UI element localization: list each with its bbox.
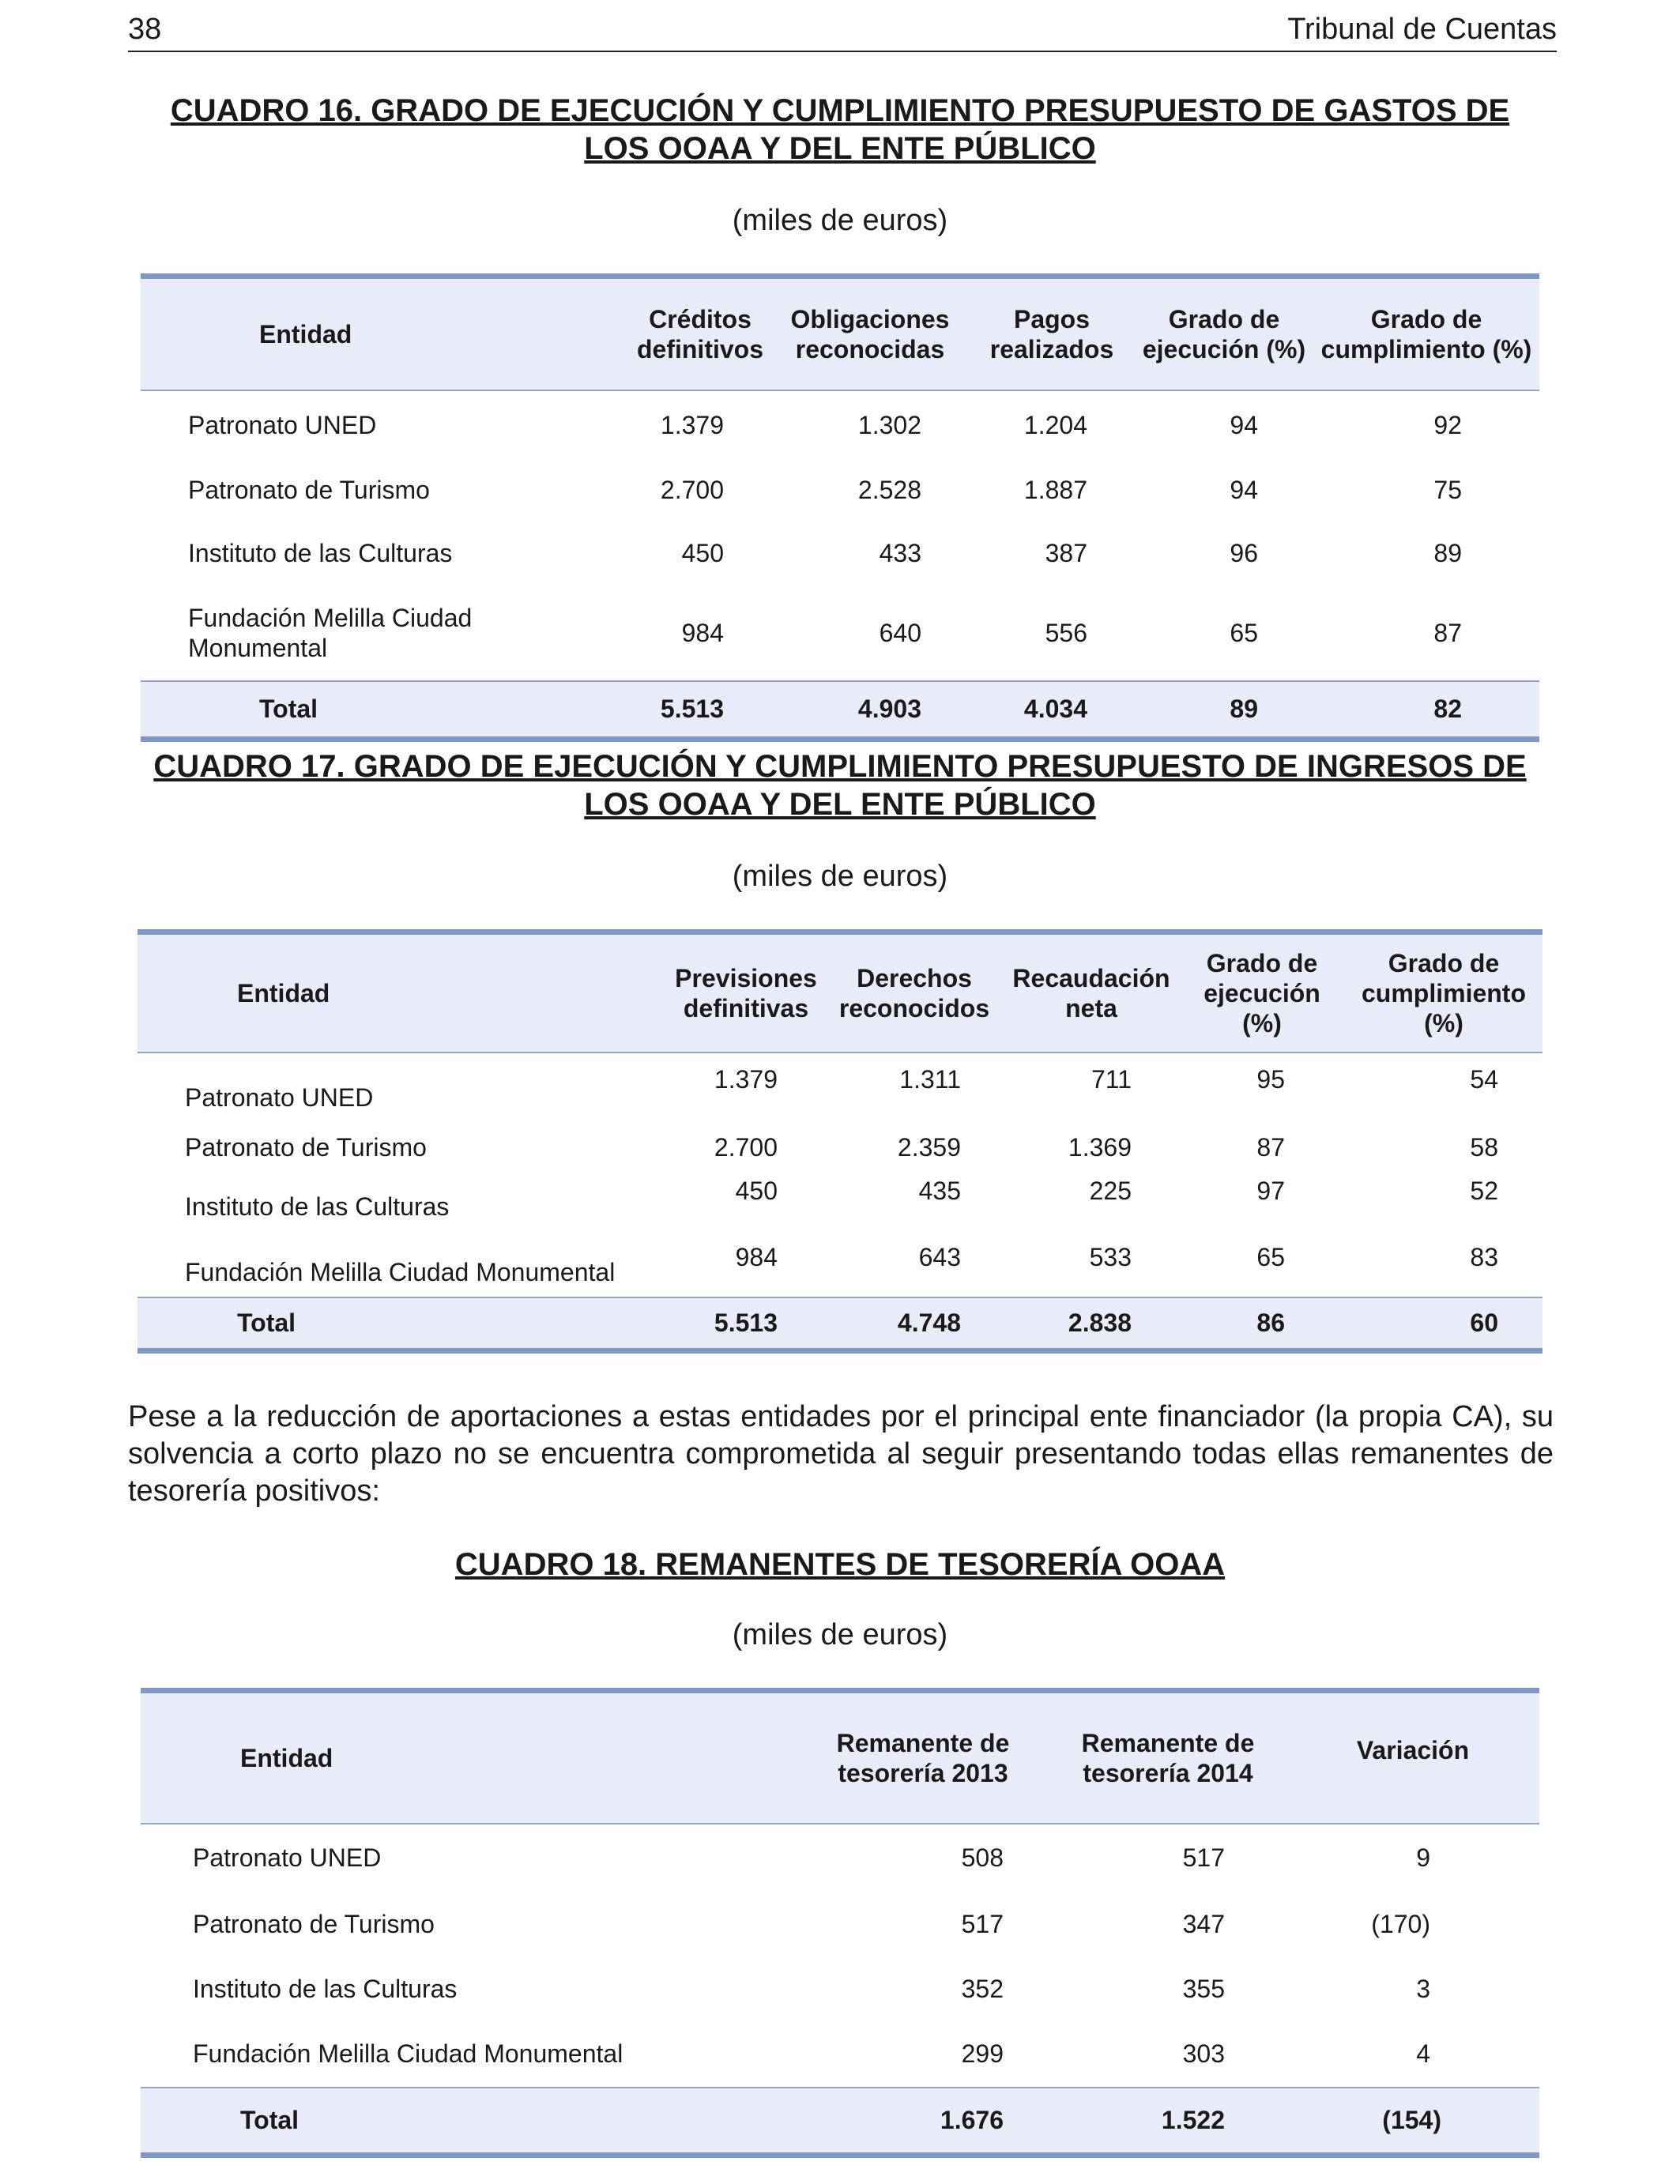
col-header: Entidad: [137, 932, 667, 1052]
cuadro16-units: (miles de euros): [732, 204, 948, 237]
cell-total-label: Total: [141, 681, 629, 740]
cuadro17-units: (miles de euros): [732, 860, 948, 893]
cell-variacion: (170): [1371, 1909, 1430, 1938]
cell-recaudacion: 225: [1089, 1176, 1132, 1205]
cell-cumplimiento: 89: [1433, 538, 1462, 567]
page-header: [128, 9, 1557, 52]
col-header: Entidad: [141, 1691, 797, 1824]
cell-r2013: 352: [961, 1974, 1004, 2003]
cuadro18-title: CUADRO 18. REMANENTES DE TESORERÍA OOAA: [454, 1547, 1226, 1582]
cell-ejecucion: 65: [1230, 619, 1258, 647]
cell-cumplimiento: 82: [1313, 681, 1539, 740]
table-row: [141, 1956, 1539, 2021]
cuadro16-table: [141, 273, 1539, 742]
cell-entidad: Patronato de Turismo: [193, 1909, 435, 1938]
col-header: Recaudación neta: [1004, 932, 1179, 1052]
col-header: Entidad: [141, 277, 629, 390]
cell-variacion: 9: [1416, 1843, 1430, 1872]
col-header: Grado de ejecución (%): [1135, 277, 1313, 390]
cell-ejecucion: 97: [1256, 1176, 1285, 1205]
table-row: [137, 1052, 1543, 1122]
cell-variacion: 3: [1416, 1974, 1430, 2003]
cell-pagos: 4.034: [969, 681, 1135, 740]
cell-entidad: Patronato de Turismo: [185, 1132, 427, 1162]
cell-ejecucion: 94: [1230, 411, 1258, 439]
total-row: [141, 681, 1539, 740]
cell-previsiones: 984: [735, 1242, 778, 1271]
cell-pagos: 1.887: [1023, 475, 1087, 504]
cell-r2013: 1.676: [797, 2088, 1049, 2156]
col-header: Pagos realizados: [969, 277, 1135, 390]
cell-pagos: 387: [1045, 538, 1087, 567]
cell-derechos: 4.748: [825, 1297, 1004, 1351]
cell-pagos: 556: [1045, 619, 1087, 647]
cell-cumplimiento: 75: [1433, 475, 1462, 504]
cell-variacion: 4: [1416, 2039, 1430, 2068]
cell-recaudacion: 2.838: [1004, 1297, 1179, 1351]
cuadro18-header-row: [141, 1691, 1539, 1824]
col-header: Grado de cumplimiento (%): [1313, 277, 1539, 390]
cell-ejecucion: 86: [1179, 1297, 1345, 1351]
cell-pagos: 1.204: [1023, 411, 1087, 439]
col-header: Grado de ejecución (%): [1179, 932, 1345, 1052]
cell-derechos: 643: [918, 1242, 961, 1271]
cell-creditos: 450: [681, 538, 724, 567]
cell-entidad: Fundación Melilla Ciudad Monumental: [193, 2039, 623, 2068]
cell-obligaciones: 640: [879, 619, 921, 647]
cell-previsiones: 450: [735, 1176, 778, 1205]
cell-ejecucion: 95: [1256, 1064, 1285, 1094]
body-paragraph: Pese a la reducción de aportaciones a estas entidades por el principal ente financiador (la propia CA), su solvencia a corto plazo no se encuentra comprometida al seguir presentando todas ellas remanentes de tesorería positivos:: [128, 1400, 1554, 1508]
cell-cumplimiento: 60: [1345, 1297, 1543, 1351]
table-row: [141, 520, 1539, 586]
table-row: [141, 1824, 1539, 1892]
table-row: [137, 1122, 1543, 1173]
cell-cumplimiento: 58: [1470, 1132, 1498, 1162]
cell-entidad: Fundación Melilla Ciudad Monumental: [188, 604, 473, 662]
col-header: Remanente de tesorería 2013: [797, 1691, 1049, 1824]
cell-entidad: Fundación Melilla Ciudad Monumental: [185, 1257, 616, 1286]
cell-r2013: 517: [961, 1909, 1004, 1938]
cell-cumplimiento: 54: [1470, 1064, 1498, 1094]
cell-r2014: 347: [1182, 1909, 1225, 1938]
cell-previsiones: 5.513: [667, 1297, 825, 1351]
col-header: Créditos definitivos: [629, 277, 771, 390]
cuadro17-table: [137, 929, 1543, 1354]
cell-entidad: Patronato UNED: [188, 411, 377, 439]
cuadro18-units: (miles de euros): [732, 1618, 948, 1651]
cuadro16-header-row: [141, 277, 1539, 390]
cell-r2014: 517: [1182, 1843, 1225, 1872]
total-row: [141, 2088, 1539, 2156]
col-header: Obligaciones reconocidas: [771, 277, 969, 390]
cuadro16-title-line2: LOS OOAA Y DEL ENTE PÚBLICO: [584, 131, 1096, 166]
cell-derechos: 435: [918, 1176, 961, 1205]
cell-recaudacion: 533: [1089, 1242, 1132, 1271]
cell-recaudacion: 711: [1090, 1064, 1132, 1094]
cell-previsiones: 1.379: [714, 1064, 778, 1094]
page-number: 38: [128, 13, 162, 46]
col-header: Variación: [1286, 1691, 1539, 1824]
col-header: Previsiones definitivas: [667, 932, 825, 1052]
cuadro17-title: [103, 747, 1577, 823]
cell-entidad: Instituto de las Culturas: [193, 1974, 458, 2003]
table-row: [141, 586, 1539, 681]
col-header: Grado de cumplimiento (%): [1345, 932, 1543, 1052]
table-row: [141, 2021, 1539, 2088]
cuadro17-title-line2: LOS OOAA Y DEL ENTE PÚBLICO: [584, 787, 1096, 822]
cell-cumplimiento: 92: [1433, 411, 1462, 439]
cell-obligaciones: 433: [879, 538, 921, 567]
cell-total-label: Total: [137, 1297, 667, 1351]
table-row: [141, 460, 1539, 520]
table-row: [137, 1231, 1543, 1297]
cell-variacion: (154): [1286, 2088, 1539, 2156]
col-header: Remanente de tesorería 2014: [1049, 1691, 1286, 1824]
cell-ejecucion: 89: [1135, 681, 1313, 740]
cell-obligaciones: 4.903: [771, 681, 969, 740]
cell-ejecucion: 96: [1230, 538, 1258, 567]
cell-r2013: 299: [961, 2039, 1004, 2068]
cell-creditos: 1.379: [660, 411, 724, 439]
table-row: [141, 1892, 1539, 1956]
cell-cumplimiento: 83: [1470, 1242, 1498, 1271]
col-header: Derechos reconocidos: [825, 932, 1004, 1052]
table-row: [141, 390, 1539, 460]
cell-previsiones: 2.700: [714, 1132, 778, 1162]
cell-r2014: 355: [1182, 1974, 1225, 2003]
running-title: Tribunal de Cuentas: [1287, 13, 1557, 46]
cuadro17-header-row: [137, 932, 1543, 1052]
cell-creditos: 984: [681, 619, 724, 647]
cell-cumplimiento: 87: [1433, 619, 1462, 647]
total-row: [137, 1297, 1543, 1351]
cell-ejecucion: 65: [1256, 1242, 1285, 1271]
cell-ejecucion: 94: [1230, 475, 1258, 504]
cell-entidad: Instituto de las Culturas: [185, 1192, 450, 1221]
cell-cumplimiento: 52: [1470, 1176, 1498, 1205]
cell-derechos: 1.311: [899, 1064, 961, 1094]
cuadro17-title-line1: CUADRO 17. GRADO DE EJECUCIÓN Y CUMPLIMIENTO PRESUPUESTO DE INGRESOS DE: [153, 749, 1527, 784]
cell-obligaciones: 1.302: [857, 411, 921, 439]
cell-entidad: Patronato UNED: [193, 1843, 382, 1872]
cell-r2014: 1.522: [1049, 2088, 1286, 2156]
cell-obligaciones: 2.528: [857, 475, 921, 504]
cell-total-label: Total: [141, 2088, 797, 2156]
cell-entidad: Patronato de Turismo: [188, 475, 430, 504]
cell-r2014: 303: [1182, 2039, 1225, 2068]
cell-recaudacion: 1.369: [1068, 1132, 1132, 1162]
cuadro16-title: [103, 92, 1577, 168]
table-row: [137, 1173, 1543, 1231]
cuadro18-table: [141, 1688, 1539, 2158]
cell-r2013: 508: [961, 1843, 1004, 1872]
cell-derechos: 2.359: [897, 1132, 961, 1162]
cell-entidad: Instituto de las Culturas: [188, 538, 453, 567]
cuadro16-title-line1: CUADRO 16. GRADO DE EJECUCIÓN Y CUMPLIMIENTO PRESUPUESTO DE GASTOS DE: [170, 93, 1510, 128]
cell-creditos: 5.513: [629, 681, 771, 740]
cell-ejecucion: 87: [1256, 1132, 1285, 1162]
cell-creditos: 2.700: [660, 475, 724, 504]
cell-entidad: Patronato UNED: [185, 1083, 374, 1112]
